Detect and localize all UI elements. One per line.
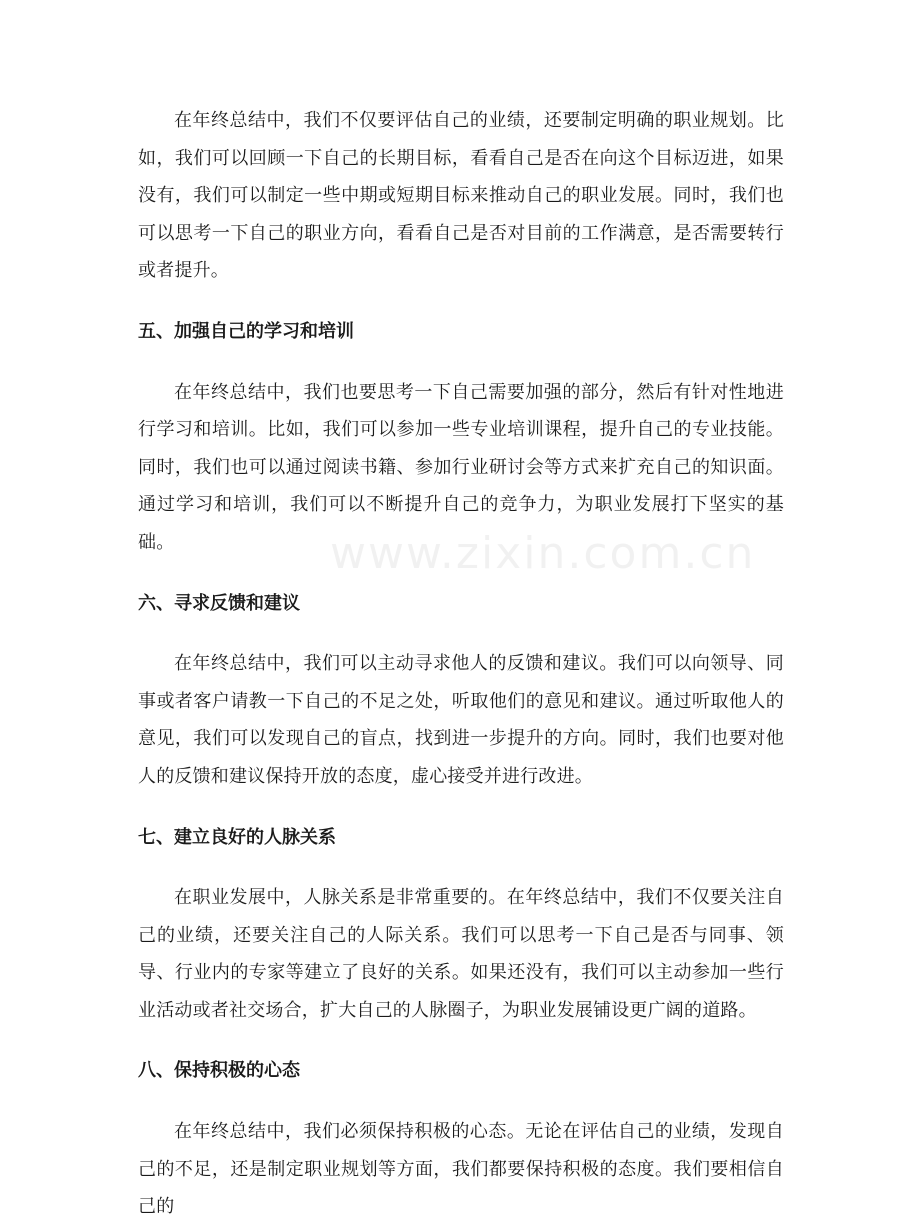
section-heading-8: 八、保持积极的心态: [138, 1060, 300, 1082]
paragraph-feedback: 在年终总结中，我们可以主动寻求他人的反馈和建议。我们可以向领导、同事或者客户请教一下自己的不足之处，听取他们的意见和建议。通过听取他人的意见，我们可以发现自己的盲点，找到进一步提升的方向。同时，我们也要对他人的反馈和建议保持开放的态度，虚心接受并进行改进。: [138, 653, 784, 787]
section-heading-7: 七、建立良好的人脉关系: [138, 826, 336, 848]
paragraph-learning-training: 在年终总结中，我们也要思考一下自己需要加强的部分，然后有针对性地进行学习和培训。比如，我们可以参加一些专业培训课程，提升自己的专业技能。同时，我们也可以通过阅读书籍、参加行业研讨会等方式来扩充自己的知识面。通过学习和培训，我们可以不断提升自己的竞争力，为职业发展打下坚实的基础。: [138, 381, 784, 553]
paragraph-career-planning: 在年终总结中，我们不仅要评估自己的业绩，还要制定明确的职业规划。比如，我们可以回顾一下自己的长期目标，看看自己是否在向这个目标迈进，如果没有，我们可以制定一些中期或短期目标来推动自己的职业发展。同时，我们也可以思考一下自己的职业方向，看看自己是否对目前的工作满意，是否需要转行或者提升。: [138, 110, 784, 282]
document-body: [138, 102, 784, 1226]
watermark: www.zixin.com.cn: [330, 528, 756, 579]
paragraph-network: 在职业发展中，人脉关系是非常重要的。在年终总结中，我们不仅要关注自己的业绩，还要关注自己的人际关系。我们可以思考一下自己是否与同事、领导、行业内的专家等建立了良好的关系。如果还没有，我们可以主动参加一些行业活动或者社交场合，扩大自己的人脉圈子，为职业发展铺设更广阔的道路。: [138, 887, 784, 1021]
section-heading-5: 五、加强自己的学习和培训: [138, 320, 354, 342]
paragraph-positive-mindset: 在年终总结中，我们必须保持积极的心态。无论在评估自己的业绩，发现自己的不足，还是制定职业规划等方面，我们都要保持积极的态度。我们要相信自己的: [138, 1121, 784, 1218]
section-heading-6: 六、寻求反馈和建议: [138, 592, 300, 614]
